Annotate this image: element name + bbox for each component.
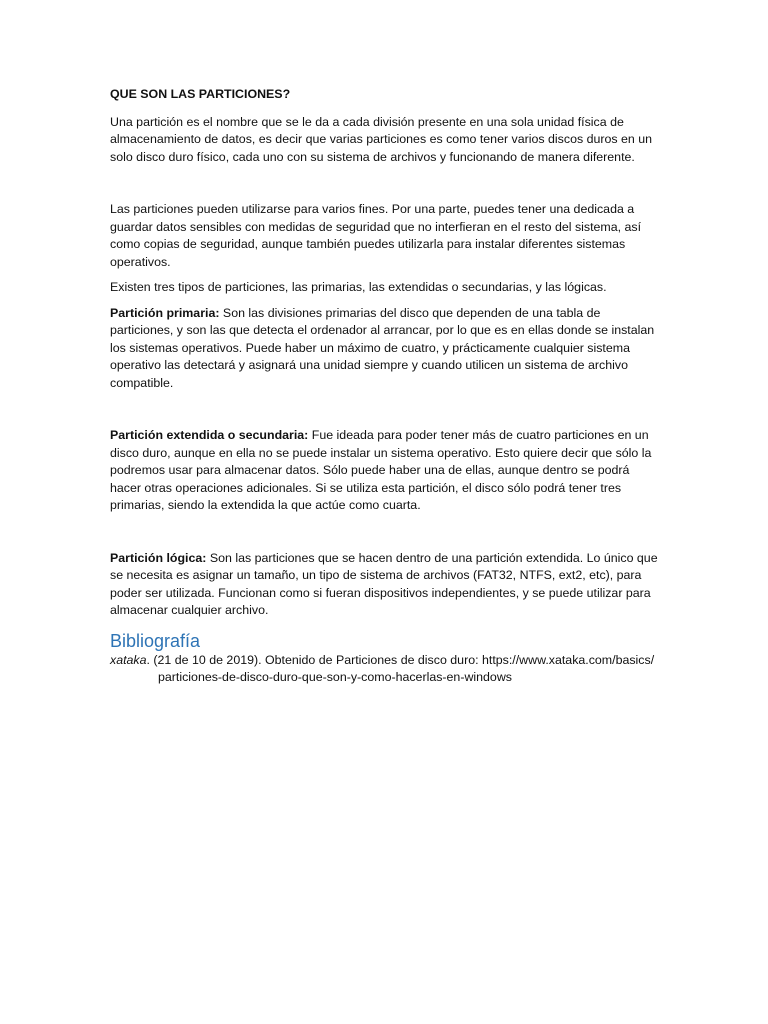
citation-text: . (21 de 10 de 2019). Obtenido de Particiones de disco duro: bbox=[146, 652, 482, 667]
paragraph-logical-partition bbox=[110, 550, 658, 620]
paragraph-types: Existen tres tipos de particiones, las primarias, las extendidas o secundarias, y las lógicas. bbox=[110, 280, 607, 294]
citation-source: xataka bbox=[110, 652, 147, 667]
term-extended-partition: Partición extendida o secundaria: bbox=[110, 428, 309, 442]
document-heading: QUE SON LAS PARTICIONES? bbox=[110, 87, 291, 101]
text-primary-partition: Son las divisiones primarias del disco que dependen de una tabla de particiones, y son las que detecta el ordenador al arrancar, por lo que es en ellas donde se instalan los sistemas operativos. Puede haber un máximo de cuatro, y prácticamente cualquier sistema operativo las detectará y asignará una unidad siempre y cuando utilicen un sistema de archivo compatible. bbox=[110, 305, 655, 390]
bibliography-citation bbox=[110, 652, 658, 687]
citation-url: https://www.xataka.com/basics/particiones-de-disco-duro-que-son-y-como-hacerlas-en-windows bbox=[158, 652, 655, 684]
term-logical-partition: Partición lógica: bbox=[110, 550, 207, 565]
bibliography-title: Bibliografía bbox=[110, 630, 201, 651]
paragraph-primary-partition bbox=[110, 305, 658, 393]
text-extended-partition: Fue ideada para poder tener más de cuatro particiones en un disco duro, aunque en ella no se puede instalar un sistema operativo. Esto quiere decir que sólo la podremos usar para almacenar datos. Sólo puede haber una de ellas, aunque dentro se podrá hacer otras operaciones adicionales. Si se utiliza esta partición, el disco sólo podrá tener tres primarias, siendo la extendida la que actúe como cuarta. bbox=[110, 428, 652, 512]
paragraph-uses: Las particiones pueden utilizarse para varios fines. Por una parte, puedes tener una dedicada a guardar datos sensibles con medidas de seguridad que no interfieran en el resto del sistema, así como copias de seguridad, aunque también puedes utilizarla para instalar diferentes sistemas operativos. bbox=[110, 202, 642, 269]
term-primary-partition: Partición primaria: bbox=[110, 305, 220, 320]
text-logical-partition: Son las particiones que se hacen dentro de una partición extendida. Lo único que se necesita es asignar un tamaño, un tipo de sistema de archivos (FAT32, NTFS, ext2, etc), para poder ser utilizada. Funcionan como si fueran dispositivos independientes, y se puede utilizar para almacenar cualquier archivo. bbox=[110, 550, 658, 617]
paragraph-intro: Una partición es el nombre que se le da a cada división presente en una sola unidad física de almacenamiento de datos, es decir que varias particiones es como tener varios discos duros en un solo disco duro físico, cada uno con su sistema de archivos y funcionando de manera diferente. bbox=[110, 114, 653, 164]
paragraph-extended-partition bbox=[110, 427, 658, 515]
